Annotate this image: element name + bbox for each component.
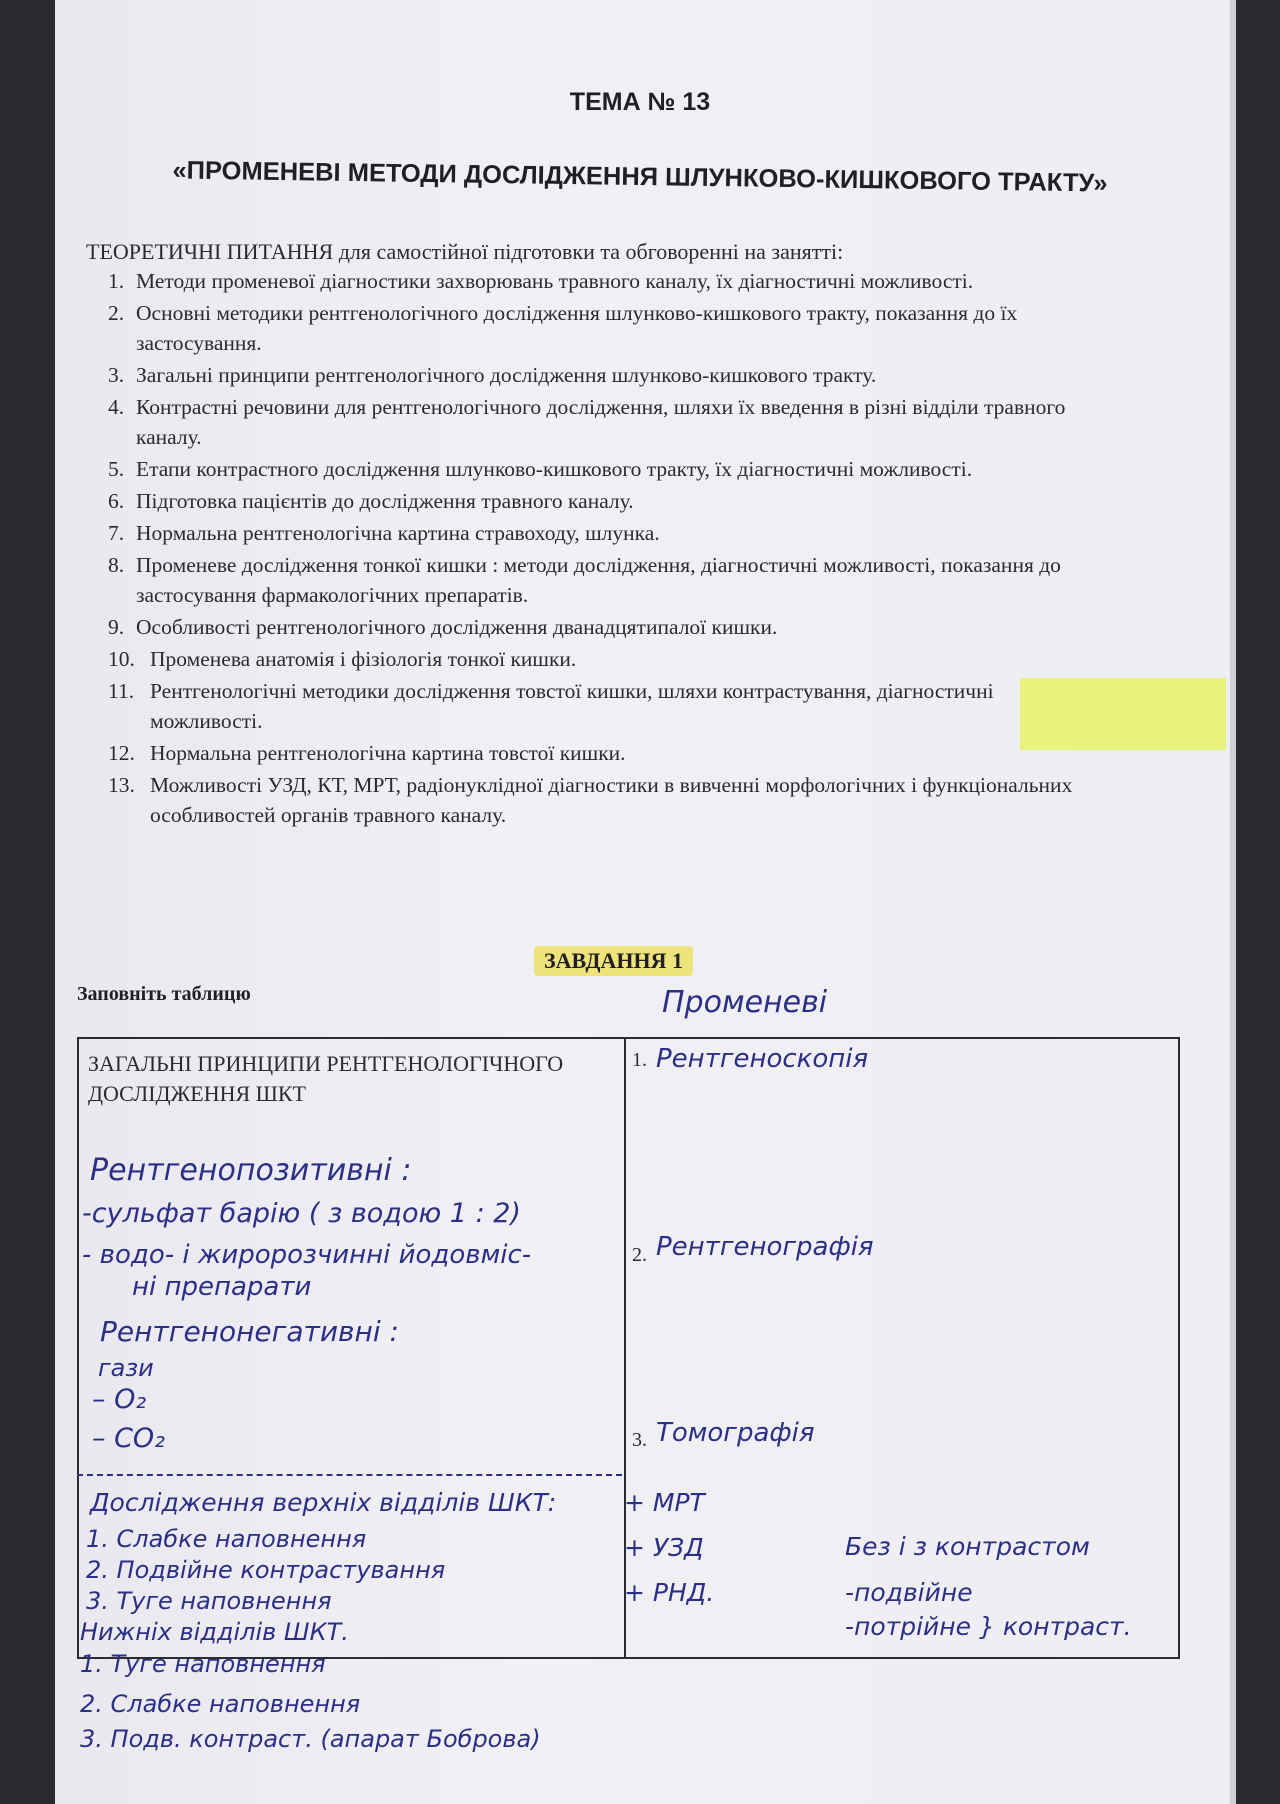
topic-number: ТЕМА № 13 [569,88,711,116]
question-list [108,266,1108,832]
right-item-answer: Рентгеноскопія [656,1044,869,1074]
list-item: 3. Загальні принципи рентгенологічного дослідження шлунково-кишкового тракту. [108,363,877,387]
hand-line: + РНД. [624,1578,715,1607]
list-item: 8. Променеве дослідження тонкої кишки : методи дослідження, діагностичні можливості, показання до застосування фармакологічних препаратів. [108,553,1061,607]
hand-line: – CO₂ [92,1423,166,1454]
right-item-number: 1. [632,1049,647,1071]
hand-dashed-separator [77,1474,622,1478]
handwritten-column-title: Променеві [662,985,828,1020]
hand-line: + УЗД [624,1533,704,1562]
hand-line: 1. Слабке наповнення [86,1525,367,1553]
hand-line: Рентгенопозитивні : [90,1153,412,1188]
hand-line: – O₂ [92,1384,147,1415]
task-label: ЗАВДАННЯ 1 [534,946,693,976]
hand-line: + МРТ [624,1488,705,1517]
list-item: 11. Рентгенологічні методики дослідження товстої кишки, шляхи контрастування, діагностичні можливості. [108,679,994,733]
theory-intro: ТЕОРЕТИЧНІ ПИТАННЯ для самостійної підготовки та обговоренні на занятті: [86,239,844,264]
hand-line: ні препарати [132,1272,312,1302]
hand-line: -сульфат барію ( з водою 1 : 2) [82,1198,521,1229]
table-divider [624,1039,626,1657]
list-item: 5. Етапи контрастного дослідження шлунково-кишкового тракту, їх діагностичні можливості. [108,457,973,481]
list-item: 7. Нормальна рентгенологічна картина стравоходу, шлунка. [108,521,660,545]
hand-line: - водо- і жиророзчинні йодовміс- [82,1240,532,1270]
hand-line: 1. Туге наповнення [80,1650,326,1678]
right-item-answer: Рентгенографія [656,1232,874,1262]
right-item-answer: Томографія [656,1418,815,1448]
task-instruction: Заповніть таблицю [77,983,251,1005]
list-item: 2. Основні методики рентгенологічного дослідження шлунково-кишкового тракту, показання до їх застосування. [108,301,1018,355]
hand-line: 2. Слабке наповнення [80,1690,361,1718]
list-item: 4. Контрастні речовини для рентгенологічного дослідження, шляхи їх введення в різні відділи травного каналу. [108,395,1066,449]
hand-line: -потрійне } контраст. [845,1612,1132,1641]
table-left-header: ЗАГАЛЬНІ ПРИНЦИПИ РЕНТГЕНОЛОГІЧНОГО ДОСЛІДЖЕННЯ ШКТ [88,1051,564,1106]
hand-line: 3. Подв. контраст. (апарат Боброва) [80,1725,541,1753]
topic-title: «ПРОМЕНЕВІ МЕТОДИ ДОСЛІДЖЕННЯ ШЛУНКОВО-КИШКОВОГО ТРАКТУ» [172,156,1108,198]
list-item: 13. Можливості УЗД, КТ, МРТ, радіонуклідної діагностики в вивченні морфологічних і функціональних особливостей органів травного каналу. [108,773,1073,827]
hand-line: 2. Подвійне контрастування [86,1556,446,1584]
hand-line: Нижніх відділів ШКТ. [80,1618,349,1646]
page-edge [1230,0,1236,1804]
hand-line: 3. Туге наповнення [86,1587,332,1615]
list-item: 10. Променева анатомія і фізіологія тонкої кишки. [108,647,577,671]
hand-line: -подвійне [845,1578,973,1607]
list-item: 1. Методи променевої діагностики захворювань травного каналу, їх діагностичні можливості. [108,269,974,293]
list-item: 6. Підготовка пацієнтів до дослідження травного каналу. [108,489,634,513]
list-item: 9. Особливості рентгенологічного дослідження дванадцятипалої кишки. [108,615,778,639]
hand-line: Без і з контрастом [845,1532,1090,1561]
list-item: 12. Нормальна рентгенологічна картина товстої кишки. [108,741,626,765]
right-item-number: 2. [632,1244,647,1266]
hand-line: гази [98,1354,154,1382]
hand-line: Рентгенонегативні : [100,1315,399,1348]
right-item-number: 3. [632,1429,647,1451]
hand-line: Дослідження верхніх відділів ШКТ: [90,1488,557,1517]
